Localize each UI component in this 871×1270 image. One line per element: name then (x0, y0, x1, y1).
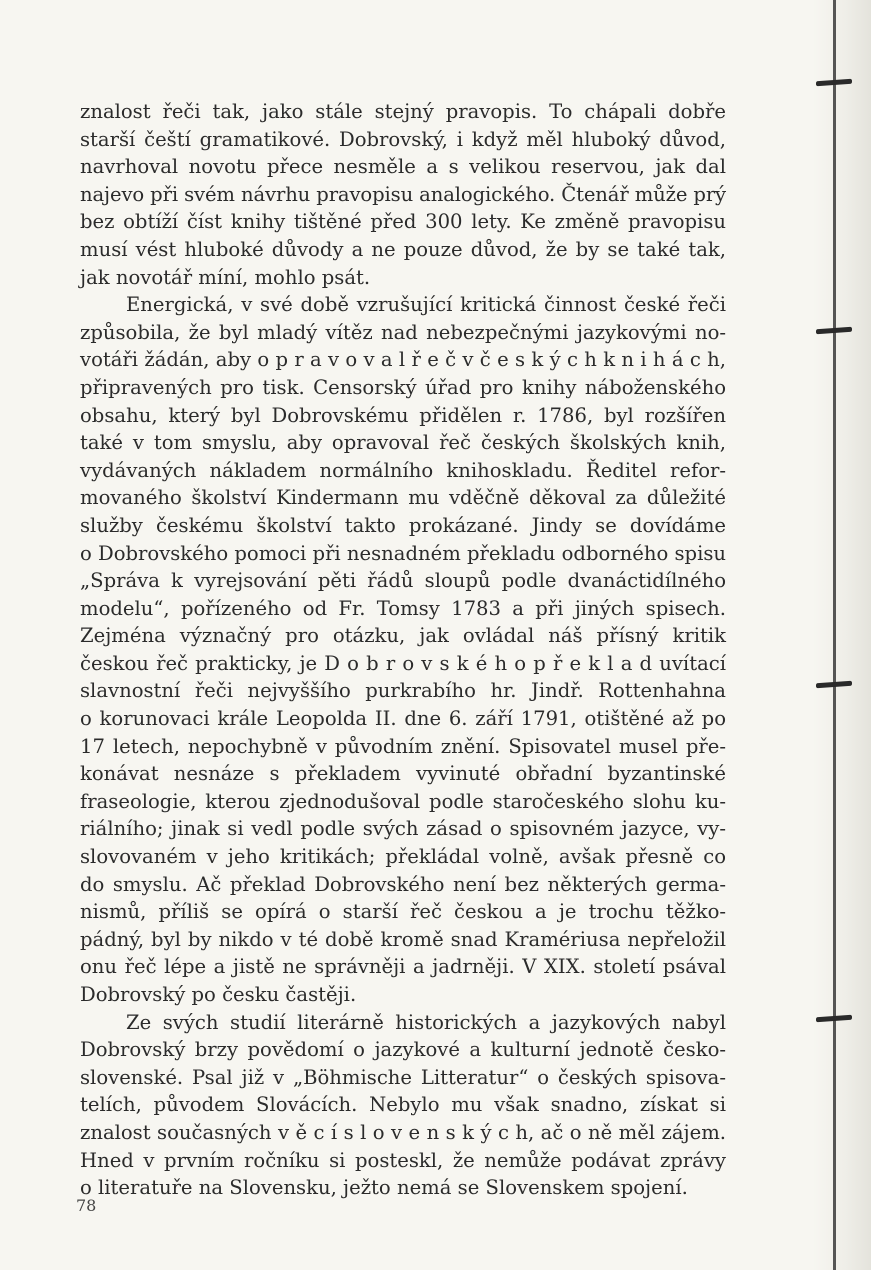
text-line: 17 letech, nepochybně v původním znění. Spisovatel musel pře- (80, 734, 726, 758)
paragraph (80, 1009, 726, 1202)
text-line: Dobrovský brzy povědomí o jazykové a kulturní jednotě česko- (80, 1038, 726, 1062)
text-line: o literatuře na Slovensku, ježto nemá se Slovenskem spojení. (80, 1176, 688, 1200)
text-line: slovovaném v jeho kritikách; překládal volně, avšak přesně co (80, 845, 726, 869)
text-line: movaného školství Kindermann mu vděčně děkoval za důležité (80, 486, 726, 510)
text-line: Ze svých studií literárně historických a jazykových nabyl (126, 1010, 726, 1034)
text-line: vydávaných nákladem normálního knihoskladu. Ředitel refor- (80, 458, 726, 482)
text-line: modelu“, pořízeného od Fr. Tomsy 1783 a při jiných spisech. (80, 596, 726, 620)
text-line: služby českému školství takto prokázané. Jindy se dovídáme (80, 513, 726, 537)
text-line: riálního; jinak si vedl podle svých zásad o spisovném jazyce, vy- (80, 817, 726, 841)
text-line: také v tom smyslu, aby opravoval řeč českých školských knih, (80, 431, 726, 455)
text-line: konávat nesnáze s překladem vyvinuté obřadní byzantinské (80, 762, 726, 786)
text-line: Dobrovský po česku častěji. (80, 983, 357, 1006)
text-line: starší čeští gramatikové. Dobrovský, i když měl hluboký důvod, (80, 127, 726, 151)
text-line: nismů, příliš se opírá o starší řeč českou a je trochu těžko- (80, 900, 726, 924)
text-line: votáři žádán, aby o p r a v o v a l ř e č v č e s k ý c h k n i h á c h, (80, 348, 726, 372)
text-line: najevo při svém návrhu pravopisu analogického. Čtenář může prý (80, 182, 726, 206)
text-line: Zejména význačný pro otázku, jak ovládal náš přísný kritik (80, 624, 726, 648)
page-binding-shadow (813, 0, 871, 1270)
text-line: bez obtíží číst knihy tištěné před 300 lety. Ke změně pravopisu (80, 210, 726, 234)
text-line: slovenské. Psal již v „Böhmische Litteratur“ o českých spisova- (80, 1065, 726, 1089)
text-line: pádný, byl by nikdo v té době kromě snad Kramériusa nepřeložil (80, 927, 726, 951)
text-line: do smyslu. Ač překlad Dobrovského není bez některých germa- (80, 872, 726, 896)
text-line: jak novotář míní, mohlo psát. (80, 265, 371, 289)
text-line: navrhoval novotu přece nesměle a s velikou reservou, jak dal (80, 155, 726, 179)
paragraph (80, 291, 726, 1008)
text-line: telích, původem Slovácích. Nebylo mu však snadno, získat si (80, 1093, 726, 1117)
text-line: znalost řeči tak, jako stále stejný pravopis. To chápali dobře (80, 100, 726, 123)
paragraph (80, 98, 726, 291)
text-line: onu řeč lépe a jistě ne správněji a jadrněji. V XIX. století psával (80, 955, 726, 979)
page-number: 78 (76, 1196, 97, 1215)
text-line: českou řeč prakticky, je D o b r o v s k é h o p ř e k l a d uvítací (80, 651, 726, 675)
text-line: znalost současných v ě c í s l o v e n s k ý c h, ač o ně měl zájem. (80, 1120, 726, 1144)
text-line: slavnostní řeči nejvyššího purkrabího hr. Jindř. Rottenhahna (80, 679, 726, 703)
binding-thread (833, 0, 836, 1270)
body-text (80, 98, 726, 1202)
text-line: způsobila, že byl mladý vítěz nad nebezpečnými jazykovými no- (80, 320, 726, 344)
text-line: Energická, v své době vzrušující kritická činnost české řeči (126, 293, 726, 317)
text-line: o Dobrovského pomoci při nesnadném překladu odborného spisu (80, 541, 726, 565)
text-line: obsahu, který byl Dobrovskému přidělen r. 1786, byl rozšířen (80, 403, 726, 427)
text-line: připravených pro tisk. Censorský úřad pro knihy náboženského (80, 375, 726, 399)
text-line: o korunovaci krále Leopolda II. dne 6. září 1791, otištěné až po (80, 707, 726, 731)
text-line: fraseologie, kterou zjednodušoval podle staročeského slohu ku- (80, 789, 726, 813)
text-line: Hned v prvním ročníku si posteskl, že nemůže podávat zprávy (80, 1148, 726, 1172)
text-line: musí vést hluboké důvody a ne pouze důvod, že by se také tak, (80, 237, 726, 261)
text-line: „Správa k vyrejsování pěti řádů sloupů podle dvanáctidílného (80, 569, 726, 593)
